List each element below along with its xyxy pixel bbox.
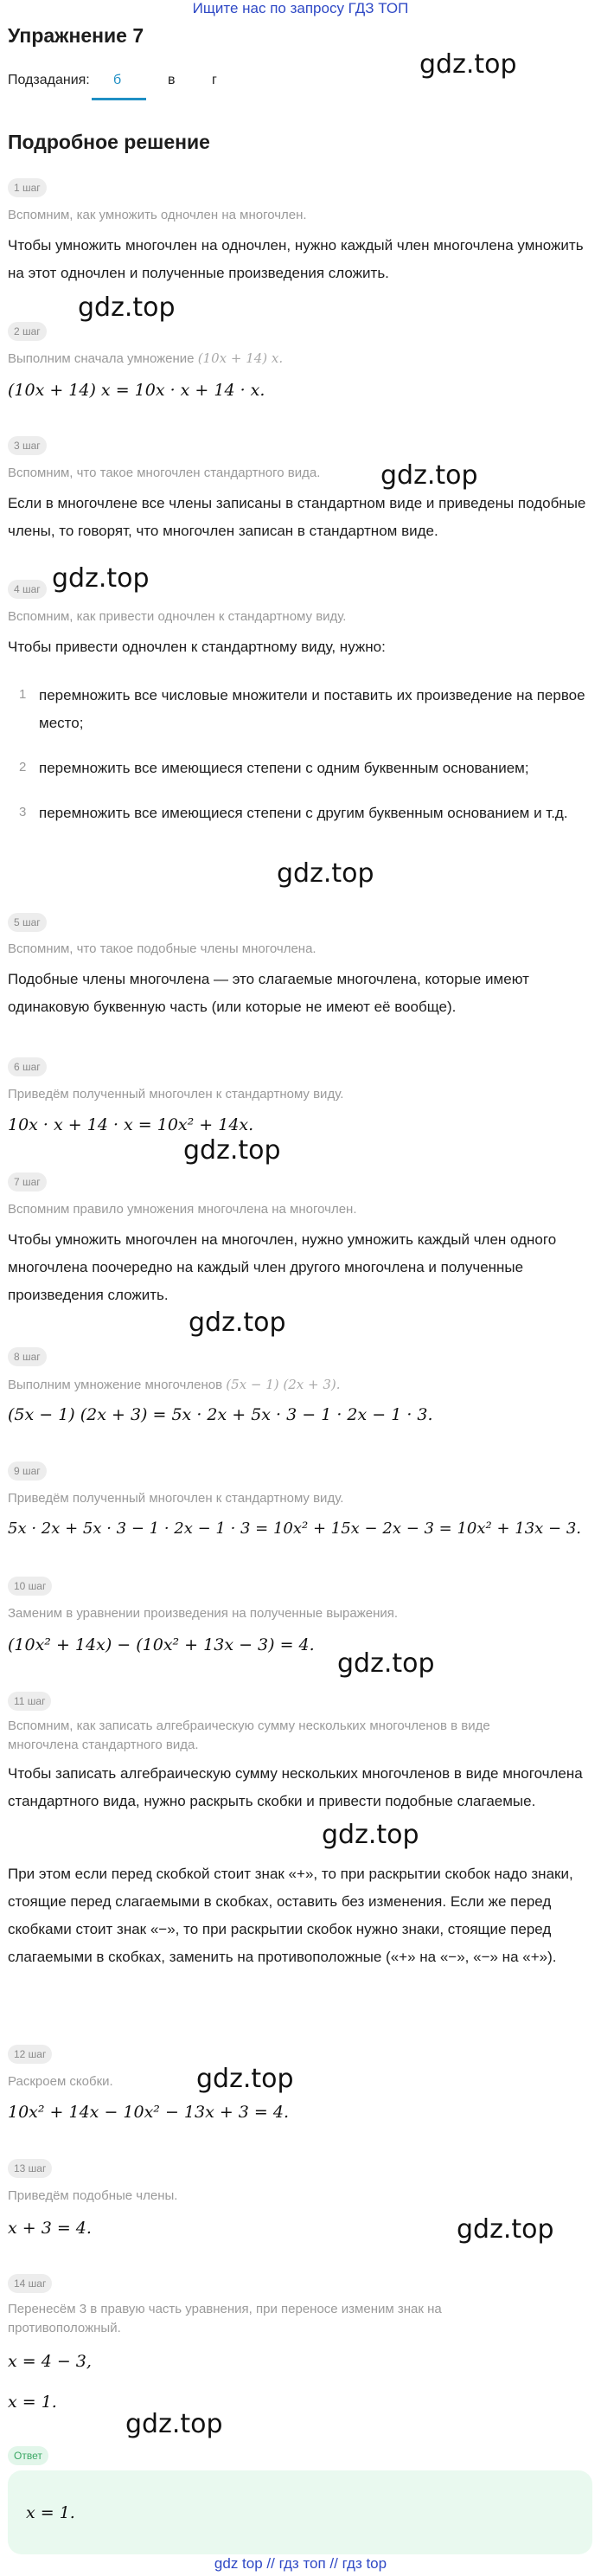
step-14-formula: x = 4 − 3, [8, 2352, 92, 2371]
answer-box [8, 2470, 592, 2554]
step-10-intro: Заменим в уравнении произведения на полученные выражения. [8, 1606, 399, 1621]
step-3-chip: 3 шаг [8, 436, 47, 455]
exercise-title: Упражнение 7 [8, 24, 144, 47]
step-10-chip: 10 шаг [8, 1577, 52, 1596]
watermark: gdz.top [125, 2409, 223, 2439]
subtasks-label: Подзадания: [8, 73, 90, 87]
step-13-chip: 13 шаг [8, 2159, 52, 2178]
step-5-intro: Вспомним, что такое подобные члены многочлена. [8, 941, 316, 956]
step-11-body: Чтобы записать алгебраическую сумму нескольких многочленов в виде многочлена стандартного вида, нужно раскрыть скобки и привести подобные слагаемые. [8, 1765, 583, 1809]
step-7-chip: 7 шаг [8, 1172, 47, 1192]
step-14-intro: Перенесём 3 в правую часть уравнения, при переносе изменим знак на противоположный. [8, 2302, 442, 2335]
section-title: Подробное решение [8, 131, 210, 153]
step-14-formula-2: x = 1. [8, 2393, 57, 2412]
step-13-intro: Приведём подобные члены. [8, 2188, 178, 2203]
step-3-body: Если в многочлене все члены записаны в стандартном виде и приведены подобные члены, то говорят, что многочлен записан в стандартном виде. [8, 495, 586, 539]
step-8-chip: 8 шаг [8, 1347, 47, 1366]
step-1-chip: 1 шаг [8, 178, 47, 197]
step-8-formula: (5x − 1) (2x + 3) = 5x · 2x + 5x · 3 − 1 · 2x − 1 · 3. [8, 1405, 433, 1424]
step-9-chip: 9 шаг [8, 1461, 47, 1481]
step-4-intro: Вспомним, как привести одночлен к стандартному виду. [8, 609, 347, 624]
step-12-formula: 10x² + 14x − 10x² − 13x + 3 = 4. [8, 2103, 290, 2122]
watermark: gdz.top [277, 858, 374, 889]
subtask-tab-v[interactable]: в [168, 73, 176, 87]
watermark: gdz.top [457, 2214, 554, 2245]
watermark: gdz.top [183, 1135, 281, 1166]
watermark: gdz.top [78, 292, 176, 323]
step-2-chip: 2 шаг [8, 322, 47, 341]
answer-value: x = 1. [26, 2503, 75, 2522]
subtask-tab-b[interactable]: б [113, 73, 122, 87]
watermark: gdz.top [380, 460, 478, 491]
step-6-intro: Приведём полученный многочлен к стандартному виду. [8, 1087, 344, 1102]
step-11-body-2: При этом если перед скобкой стоит знак «+», то при раскрытии скобок надо знаки, стоящие перед слагаемыми в скобках, оставить без изменения. Если же перед скобками стоит знак «−», то при раскрытии скобок нужно знаки, стоящие перед слагаемыми в скобках, заменить на противоположные («+» на «−», «−» на «+»). [8, 1866, 573, 1965]
watermark: gdz.top [52, 563, 150, 594]
step-3-intro: Вспомним, что такое многочлен стандартного вида. [8, 466, 321, 480]
step-10-formula: (10x² + 14x) − (10x² + 13x − 3) = 4. [8, 1635, 315, 1654]
step-1-body: Чтобы умножить многочлен на одночлен, нужно каждый член многочлена умножить на этот одночлен и полученные произведения сложить. [8, 237, 584, 281]
watermark: gdz.top [196, 2064, 294, 2094]
step-4-list-number: 3 [19, 805, 27, 819]
step-5-chip: 5 шаг [8, 913, 47, 932]
step-4-list-item: перемножить все имеющиеся степени с одним буквенным основанием; [39, 760, 529, 776]
watermark: gdz.top [322, 1820, 419, 1850]
step-2-formula: (10x + 14) x = 10x · x + 14 · x. [8, 381, 265, 400]
step-4-list-item: перемножить все имеющиеся степени с другим буквенным основанием и т.д. [39, 805, 568, 821]
step-9-formula: 5x · 2x + 5x · 3 − 1 · 2x − 1 · 3 = 10x² + 15x − 2x − 3 = 10x² + 13x − 3. [8, 1519, 582, 1538]
step-9-intro: Приведём полученный многочлен к стандартному виду. [8, 1491, 344, 1506]
watermark: gdz.top [419, 49, 517, 80]
step-4-list-item: перемножить все числовые множители и поставить их произведение на первое место; [39, 687, 585, 731]
top-banner-link[interactable]: Ищите нас по запросу ГДЗ ТОП [192, 0, 409, 16]
step-8-intro: Выполним умножение многочленов (5x − 1) (2x + 3). [8, 1377, 341, 1392]
answer-chip: Ответ [8, 2446, 48, 2465]
step-4-list-number: 2 [19, 760, 27, 774]
step-1-intro: Вспомним, как умножить одночлен на многочлен. [8, 208, 307, 222]
footer-links[interactable]: gdz top // гдз топ // гдз top [214, 2555, 387, 2572]
step-12-chip: 12 шаг [8, 2045, 52, 2064]
step-5-body: Подобные члены многочлена — это слагаемые многочлена, которые имеют одинаковую буквенную часть (или которые не имеют её вообще). [8, 971, 529, 1015]
step-4-list-number: 1 [19, 687, 27, 702]
step-14-chip: 14 шаг [8, 2274, 52, 2293]
step-6-chip: 6 шаг [8, 1057, 47, 1076]
step-12-intro: Раскроем скобки. [8, 2074, 113, 2089]
step-13-formula: x + 3 = 4. [8, 2219, 92, 2238]
step-7-intro: Вспомним правило умножения многочлена на многочлен. [8, 1202, 357, 1217]
subtask-tab-g[interactable]: г [212, 73, 217, 87]
active-tab-underline [92, 98, 146, 100]
step-11-intro: Вспомним, как записать алгебраическую сумму нескольких многочленов в виде многочлена стандартного вида. [8, 1718, 490, 1752]
step-11-chip: 11 шаг [8, 1692, 51, 1711]
step-7-body: Чтобы умножить многочлен на многочлен, нужно умножить каждый член одного многочлена поочередно на каждый член другого многочлена и полученные произведения сложить. [8, 1231, 557, 1303]
watermark: gdz.top [189, 1307, 286, 1338]
step-6-formula: 10x · x + 14 · x = 10x² + 14x. [8, 1115, 254, 1134]
step-4-body: Чтобы привести одночлен к стандартному виду, нужно: [8, 639, 386, 655]
step-4-chip: 4 шаг [8, 580, 47, 599]
step-2-intro: Выполним сначала умножение (10x + 14) x. [8, 350, 284, 366]
watermark: gdz.top [337, 1648, 435, 1679]
